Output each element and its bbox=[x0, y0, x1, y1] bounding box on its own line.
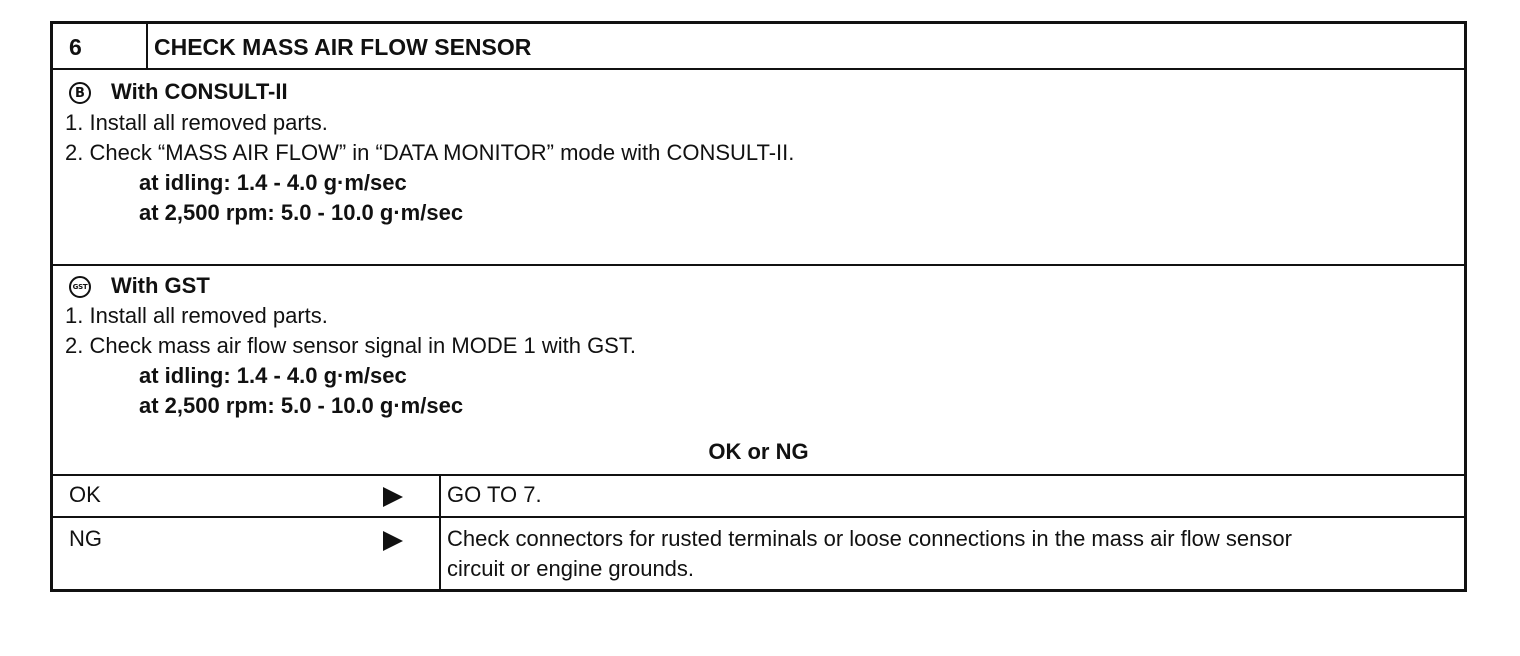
header-divider bbox=[146, 24, 148, 68]
consult-spec-2500: at 2,500 rpm: 5.0 - 10.0 g·m/sec bbox=[139, 200, 464, 225]
gst-heading: With GST bbox=[111, 273, 210, 298]
result-prompt: OK or NG bbox=[708, 439, 809, 464]
header-rule bbox=[53, 68, 1464, 70]
result-ng-arrow-icon bbox=[383, 531, 403, 551]
gst-spec-idle: at idling: 1.4 - 4.0 g·m/sec bbox=[139, 363, 407, 388]
result-rule bbox=[53, 474, 1464, 476]
section-rule bbox=[53, 264, 1464, 266]
gst-step-1: 1. Install all removed parts. bbox=[65, 303, 328, 328]
result-ok-arrow-icon bbox=[383, 487, 403, 507]
step-title: CHECK MASS AIR FLOW SENSOR bbox=[154, 34, 532, 60]
result-ok-action: GO TO 7. bbox=[447, 482, 542, 507]
result-ng-action-line-2: circuit or engine grounds. bbox=[447, 556, 695, 581]
gst-spec-2500: at 2,500 rpm: 5.0 - 10.0 g·m/sec bbox=[139, 393, 464, 418]
result-column-divider bbox=[439, 474, 441, 592]
procedure-table bbox=[50, 21, 1467, 592]
step-number: 6 bbox=[69, 34, 82, 60]
result-row-rule bbox=[53, 516, 1464, 518]
consult-step-2: 2. Check “MASS AIR FLOW” in “DATA MONITOR” mode with CONSULT-II. bbox=[65, 140, 795, 165]
gst-step-2: 2. Check mass air flow sensor signal in MODE 1 with GST. bbox=[65, 333, 636, 358]
result-ng-label: NG bbox=[69, 526, 102, 551]
consult-heading: With CONSULT-II bbox=[111, 79, 288, 104]
consult-step-1: 1. Install all removed parts. bbox=[65, 110, 328, 135]
result-ok-label: OK bbox=[69, 482, 101, 507]
consult-tool-icon: B bbox=[69, 82, 91, 104]
gst-tool-icon: GST bbox=[69, 276, 91, 298]
consult-spec-idle: at idling: 1.4 - 4.0 g·m/sec bbox=[139, 170, 407, 195]
result-ng-action-line-1: Check connectors for rusted terminals or loose connections in the mass air flow sensor bbox=[447, 526, 1292, 551]
